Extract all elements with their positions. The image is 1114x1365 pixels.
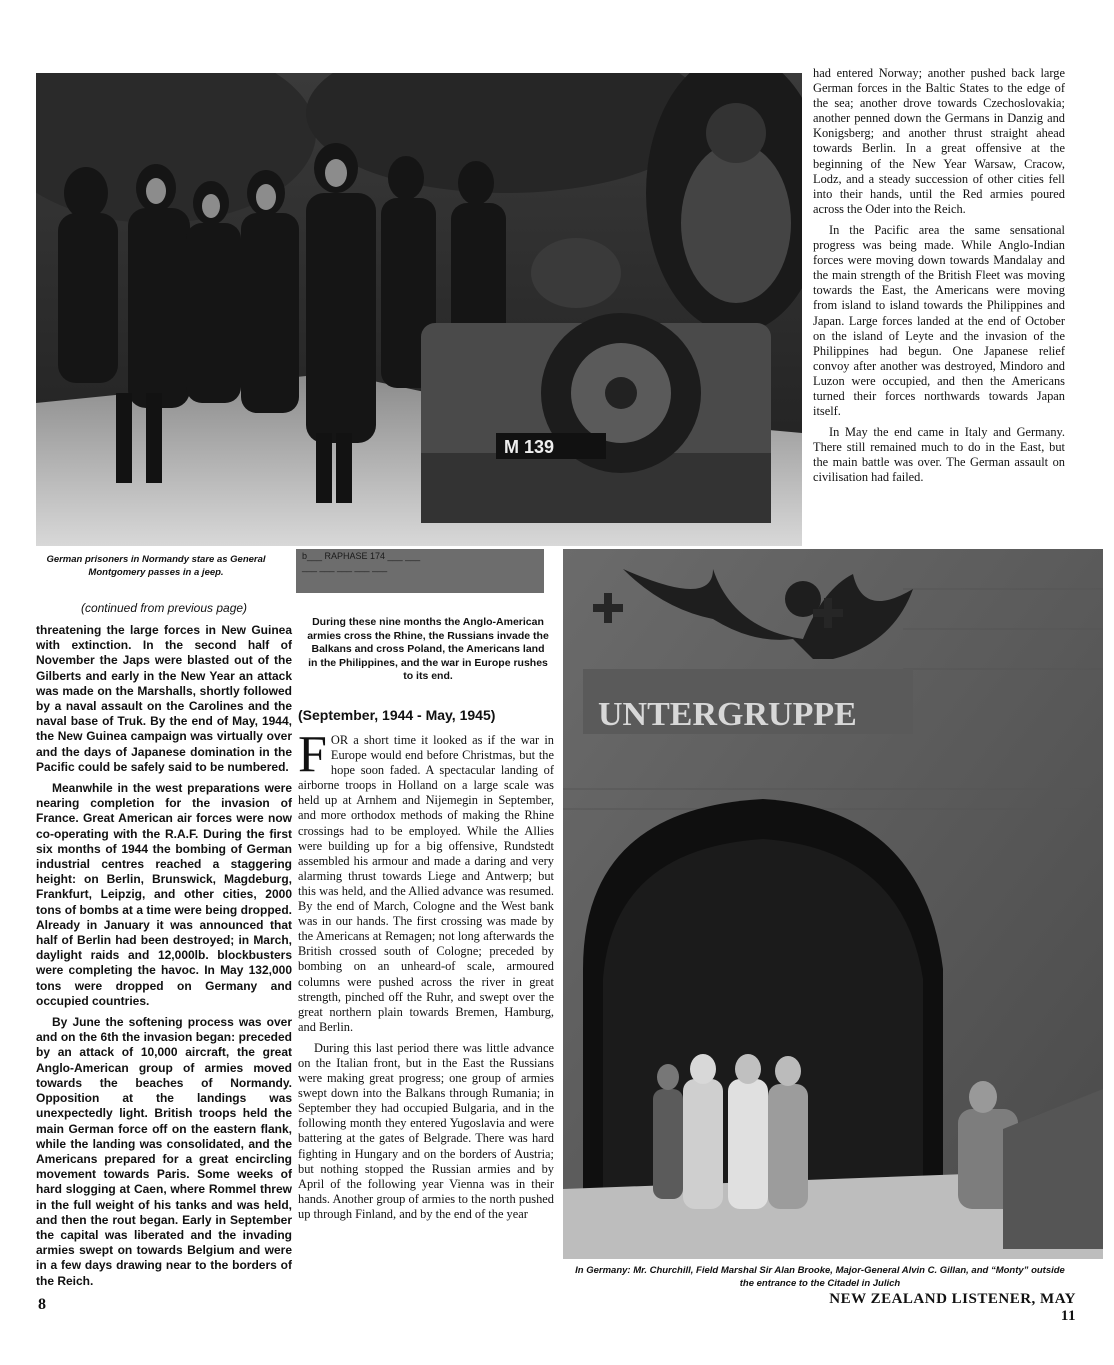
clipping-line-1: b___ RAPHASE 174 ___ ___ (302, 551, 421, 561)
photo-montgomery-jeep-caption: German prisoners in Normandy stare as General Montgomery passes in a jeep. (46, 554, 266, 578)
article-right-column (813, 66, 1065, 492)
photo-montgomery-jeep (36, 73, 802, 546)
section-intro: During these nine months the Anglo-American armies cross the Rhine, the Russians invade the Balkans and cross Poland, the Americans land in the Philippines, and the war in Europe rushes to its end. (307, 616, 549, 682)
right-col-paragraph-3: In May the end came in Italy and Germany. There still remained much to do in the East, but the main battle was over. The German assault on civilisation had failed. (813, 425, 1065, 485)
left-col-paragraph-2: Meanwhile in the west preparations were nearing completion for the invasion of France. Great American air forces were now co-operating with the R.A.F. During the first six months of 1944 the bombing of German industrial centres reached a staggering height: on Berlin, Brunswick, Magdeburg, Frankfurt, Leipzig, and other cities, 2000 tons of bombs at a time were being dropped. Already in January it was announced that half of Berlin had been destroyed; in March, daylight raids and 12,000lb. blockbusters were completing the havoc. In May 132,000 tons were dropped on Germany and occupied countries. (36, 781, 292, 1008)
photo-citadel-julich (563, 549, 1103, 1259)
newspaper-clipping (296, 549, 544, 593)
photo-citadel-julich-caption: In Germany: Mr. Churchill, Field Marshal Sir Alan Brooke, Major-General Alvin C. Gillan, and “Monty” outside the entrance to the Citadel in Julich (575, 1265, 1065, 1289)
right-col-paragraph-1: had entered Norway; another pushed back large German forces in the Baltic States to the edge of the sea; another drove towards Czechoslovakia; another penned down the Germans in Danzig and Konigsberg; and another thrust straight ahead towards Berlin. In a great offensive at the beginning of the New Year Warsaw, Cracow, Lodz, and a steady succession of other cities fell into their hands, until the Red armies poured across the Oder into the Reich. (813, 66, 1065, 216)
section-period-heading: (September, 1944 - May, 1945) (298, 707, 496, 723)
middle-col-paragraph-1 (298, 726, 554, 1035)
jeep-plate: M 139 (504, 437, 555, 457)
article-left-column (36, 623, 292, 1295)
article-middle-column (298, 726, 554, 1228)
left-col-paragraph-1: threatening the large forces in New Guinea with extinction. In the second half of November the Japs were blasted out of the Gilberts and early in the New Year an attack was made on the Marshalls, shortly followed by a naval assault on the Carolines and the naval base of Truk. By the end of May, 1944, the New Guinea campaign was virtually over and the days of Japanese domination in the Pacific could be safely said to be numbered. (36, 623, 292, 774)
clipping-line-2: ___ ___ ___ ___ ___ (302, 562, 388, 572)
right-col-paragraph-2: In the Pacific area the same sensational progress was being made. While Anglo-Indian forces were moving down towards Mandalay and the main strength of the British Fleet was moving towards the East, the Americans were moving from island to island towards the Philippines and Japan. Large forces landed at the end of October on the island of Leyte and the invasion of the Philippines had begun. One Japanese relief convoy after another was destroyed, Mindoro and Luzon were occupied, and then the Americans turned their forces northwards towards Japan itself. (813, 222, 1065, 419)
middle-col-paragraph-2: During this last period there was little advance on the Italian front, but in the East the Russians were making great progress; one group of armies swept down into the Balkans through Rumania; in September they had occupied Bulgaria, and in the following month they entered Yugoslavia and were battering at the gates of Belgrade. There was hard fighting in Hungary and on the borders of Austria; but nothing stopped the Russian armies and by April of the following year Vienna was in their hands. Another group of armies to the north pushed up through Finland, and by the end of the year (298, 1040, 554, 1221)
arch-sign: UNTERGRUPPE (598, 696, 857, 733)
publication-footer: NEW ZEALAND LISTENER, MAY 11 (829, 1291, 1076, 1324)
photo-montgomery-jeep-image (36, 73, 802, 546)
page-number: 8 (38, 1296, 46, 1313)
drop-cap: F (298, 726, 327, 783)
left-col-paragraph-3: By June the softening process was over and on the 6th the invasion began: preceded by an attack of 10,000 aircraft, the great Anglo-American group of armies moved towards the beaches of Normandy. Opposition at the landings was unexpectedly light. British troops held the main German force off on the eastern flank, while the landing was consolidated, and the Americans prepared for a great encircling movement towards Paris. Some weeks of hard slogging at Caen, where Rommel threw in the full weight of his tanks and was held, and then the rout began. Early in September the capital was liberated and the invading armies swept on towards Belgium and were in a few days drawing near to the borders of the Reich. (36, 1015, 292, 1288)
photo-citadel-julich-image (563, 549, 1103, 1259)
continued-note: (continued from previous page) (80, 601, 248, 615)
middle-col-paragraph-1-text: OR a short time it looked as if the war in Europe would end before Christmas, but the hope soon faded. A spectacular landing of airborne troops in Holland on a large scale was held up at Arnhem and Nijemegin in September, and more orthodox methods of making the Rhine crossings had to be employed. While the Allies were building up for a big offensive, Rundstedt assembled his armour and made a daring and very alarming thrust towards Liege and Antwerp; but this was held, and the Allied advance was resumed. By the end of March, Cologne and the West bank was in our hands. The first crossing was made by the Americans at Remagen; not long afterwards the British crossed south of Cologne; preceded by bombing on an unheard-of scale, armoured columns were pushed across the river in great strength, pinched off the Ruhr, and swept over the great northern plain towards Bremen, Hamburg, and Berlin. (298, 733, 554, 1034)
